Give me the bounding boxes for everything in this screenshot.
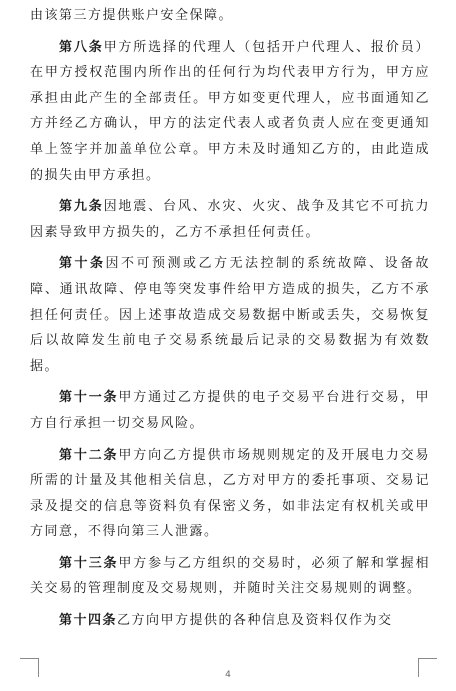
article-11 xyxy=(30,385,430,436)
paragraph-text: 由该第三方提供账户安全保障。 xyxy=(30,8,234,23)
article-number: 第十三条 xyxy=(59,555,119,571)
article-12 xyxy=(30,443,430,545)
page-number: 4 xyxy=(225,670,231,680)
article-text: 甲方所选择的代理人（包括开户代理人、报价员）在甲方授权范围内所作出的任何行为均代表甲方行为，甲方应承担由此产生的全部责任。甲方如变更代理人，应书面通知乙方并经乙方确认，甲方的法定代表人或者负责人应在变更通知单上签字并加盖单位公章。甲方未及时通知乙方的，由此造成的损失由甲方承担。 xyxy=(30,39,430,183)
article-9 xyxy=(30,194,430,245)
article-13 xyxy=(30,551,430,602)
article-10 xyxy=(30,251,430,379)
article-number: 第十一条 xyxy=(59,390,119,406)
article-text: 因地震、台风、水灾、火灾、战争及其它不可抗力因素导致甲方损失的，乙方不承担任何责任。 xyxy=(30,199,430,240)
article-text: 乙方向甲方提供的各种信息及资料仅作为交 xyxy=(117,613,393,629)
article-text: 因不可预测或乙方无法控制的系统故障、设备故障、通讯故障、停电等突发事件给甲方造成的损失，乙方不承担任何责任。因上述事故造成交易数据中断或丢失，交易恢复后以故障发生前电子交易系统最后记录的交易数据为有效数据。 xyxy=(30,256,430,374)
article-text: 甲方向乙方提供市场规则规定的及开展电力交易所需的计量及其他相关信息，乙方对甲方的委托事项、交易记录及提交的信息等资料负有保密义务，如非法定有权机关或甲方同意，不得向第三人泄露。 xyxy=(30,447,430,540)
article-number: 第八条 xyxy=(59,39,104,55)
paragraph-continuation xyxy=(30,3,430,29)
article-14 xyxy=(30,608,430,634)
article-text: 甲方参与乙方组织的交易时，必须了解和掌握相关交易的管理制度及交易规则，并随时关注交易规则的调整。 xyxy=(30,555,430,597)
article-number: 第十条 xyxy=(59,256,106,272)
article-8 xyxy=(30,35,430,189)
article-number: 第九条 xyxy=(59,199,104,215)
document-body xyxy=(30,3,430,634)
article-number: 第十四条 xyxy=(59,613,118,629)
article-number: 第十二条 xyxy=(59,447,119,463)
article-text: 甲方通过乙方提供的电子交易平台进行交易，甲方自行承担一切交易风险。 xyxy=(30,390,430,431)
